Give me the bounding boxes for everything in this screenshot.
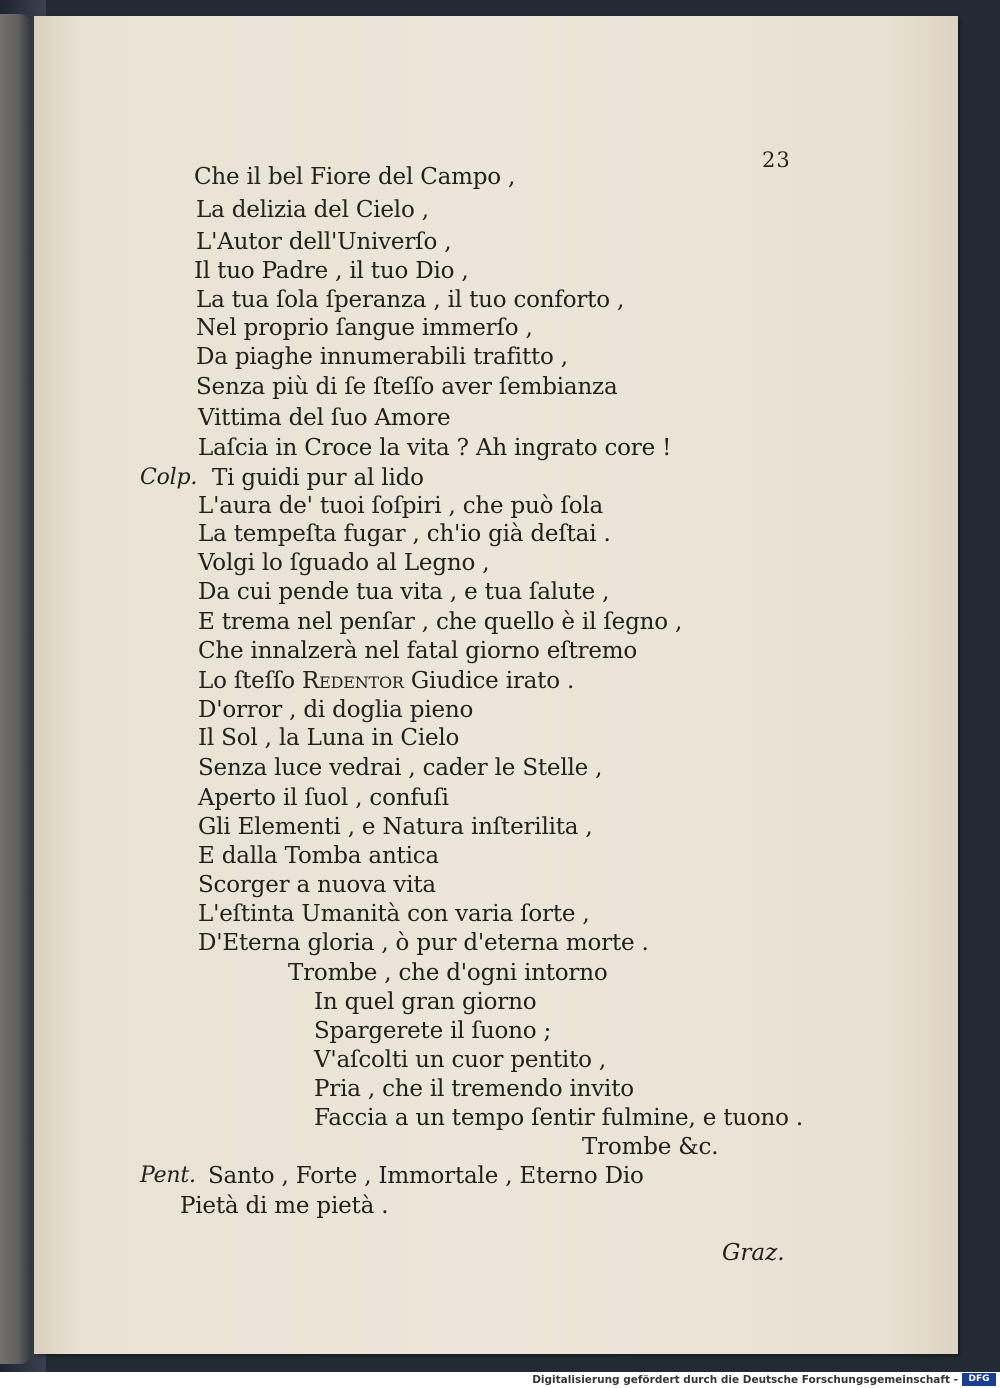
- catchword: Graz.: [722, 1240, 785, 1266]
- dfg-logo[interactable]: DFG: [962, 1373, 996, 1386]
- verse-line: D'Eterna gloria , ò pur d'eterna morte .: [198, 930, 649, 956]
- verse-line: Il Sol , la Luna in Cielo: [198, 725, 460, 751]
- verse-line: Che innalzerà nel fatal giorno eſtremo: [198, 638, 637, 664]
- verse-line: Gli Elementi , e Natura inſterilita ,: [198, 814, 593, 840]
- verse-line: L'eſtinta Umanità con varia ſorte ,: [198, 901, 590, 927]
- verse-line: La delizia del Cielo ,: [196, 197, 429, 223]
- aria-line: Trombe , che d'ogni intorno: [288, 960, 608, 986]
- speaker-label-pent: Pent.: [140, 1163, 196, 1188]
- verse-line: E trema nel penſar , che quello è il ſegno ,: [198, 609, 683, 635]
- speaker-label-colp: Colp.: [140, 465, 198, 490]
- aria-line: Spargerete il ſuono ;: [314, 1018, 552, 1044]
- verse-line: Il tuo Padre , il tuo Dio ,: [194, 258, 469, 284]
- book-page: [34, 16, 958, 1354]
- verse-line: Ti guidi pur al lido: [212, 465, 424, 491]
- verse-line: Volgi lo ſguado al Legno ,: [198, 550, 490, 576]
- aria-line: In quel gran giorno: [314, 989, 537, 1015]
- aria-line: V'aſcolti un cuor pentito ,: [314, 1047, 606, 1073]
- verse-line: Santo , Forte , Immortale , Eterno Dio: [208, 1163, 644, 1189]
- aria-reprise-line: Trombe &c.: [582, 1134, 719, 1160]
- verse-line: Vittima del ſuo Amore: [198, 405, 451, 431]
- funding-notice: Digitalisierung gefördert durch die Deutsche Forschungsgemeinschaft -: [532, 1374, 958, 1386]
- aria-line: Pria , che il tremendo invito: [314, 1076, 634, 1102]
- verse-line: L'aura de' tuoi ſoſpiri , che può ſola: [198, 493, 604, 519]
- verse-line: Scorger a nuova vita: [198, 872, 436, 898]
- verse-line: Che il bel Fiore del Campo ,: [194, 164, 516, 190]
- verse-line: Da piaghe innumerabili trafitto ,: [196, 344, 568, 370]
- verse-line: Nel proprio ſangue immerſo ,: [196, 315, 533, 341]
- verse-line: Senza più di ſe ſteſſo aver ſembianza: [196, 374, 618, 400]
- verse-line: E dalla Tomba antica: [198, 843, 439, 869]
- verse-line: L'Autor dell'Univerſo ,: [196, 229, 452, 255]
- verse-line: La tempeſta fugar , ch'io già deſtai .: [198, 521, 611, 547]
- verse-line: La tua ſola ſperanza , il tuo conforto ,: [196, 287, 625, 313]
- verse-text: Giudice irato .: [410, 668, 575, 694]
- verse-text: Lo ſteſſo: [198, 668, 295, 694]
- verse-line: D'orror , di doglia pieno: [198, 697, 474, 723]
- verse-line: Laſcia in Croce la vita ? Ah ingrato core !: [198, 435, 672, 461]
- aria-line: Faccia a un tempo ſentir fulmine, e tuono .: [314, 1105, 803, 1131]
- verse-line: Da cui pende tua vita , e tua ſalute ,: [198, 579, 610, 605]
- binding-shadow: [0, 14, 30, 1364]
- footer-bar: [0, 1372, 1000, 1388]
- small-caps-word: Redentor: [302, 668, 404, 694]
- verse-line: Aperto il ſuol , confuſi: [198, 785, 449, 811]
- page-number: 23: [762, 148, 791, 172]
- verse-line: Senza luce vedrai , cader le Stelle ,: [198, 755, 603, 781]
- verse-line: Pietà di me pietà .: [180, 1193, 389, 1219]
- verse-line: [198, 667, 574, 695]
